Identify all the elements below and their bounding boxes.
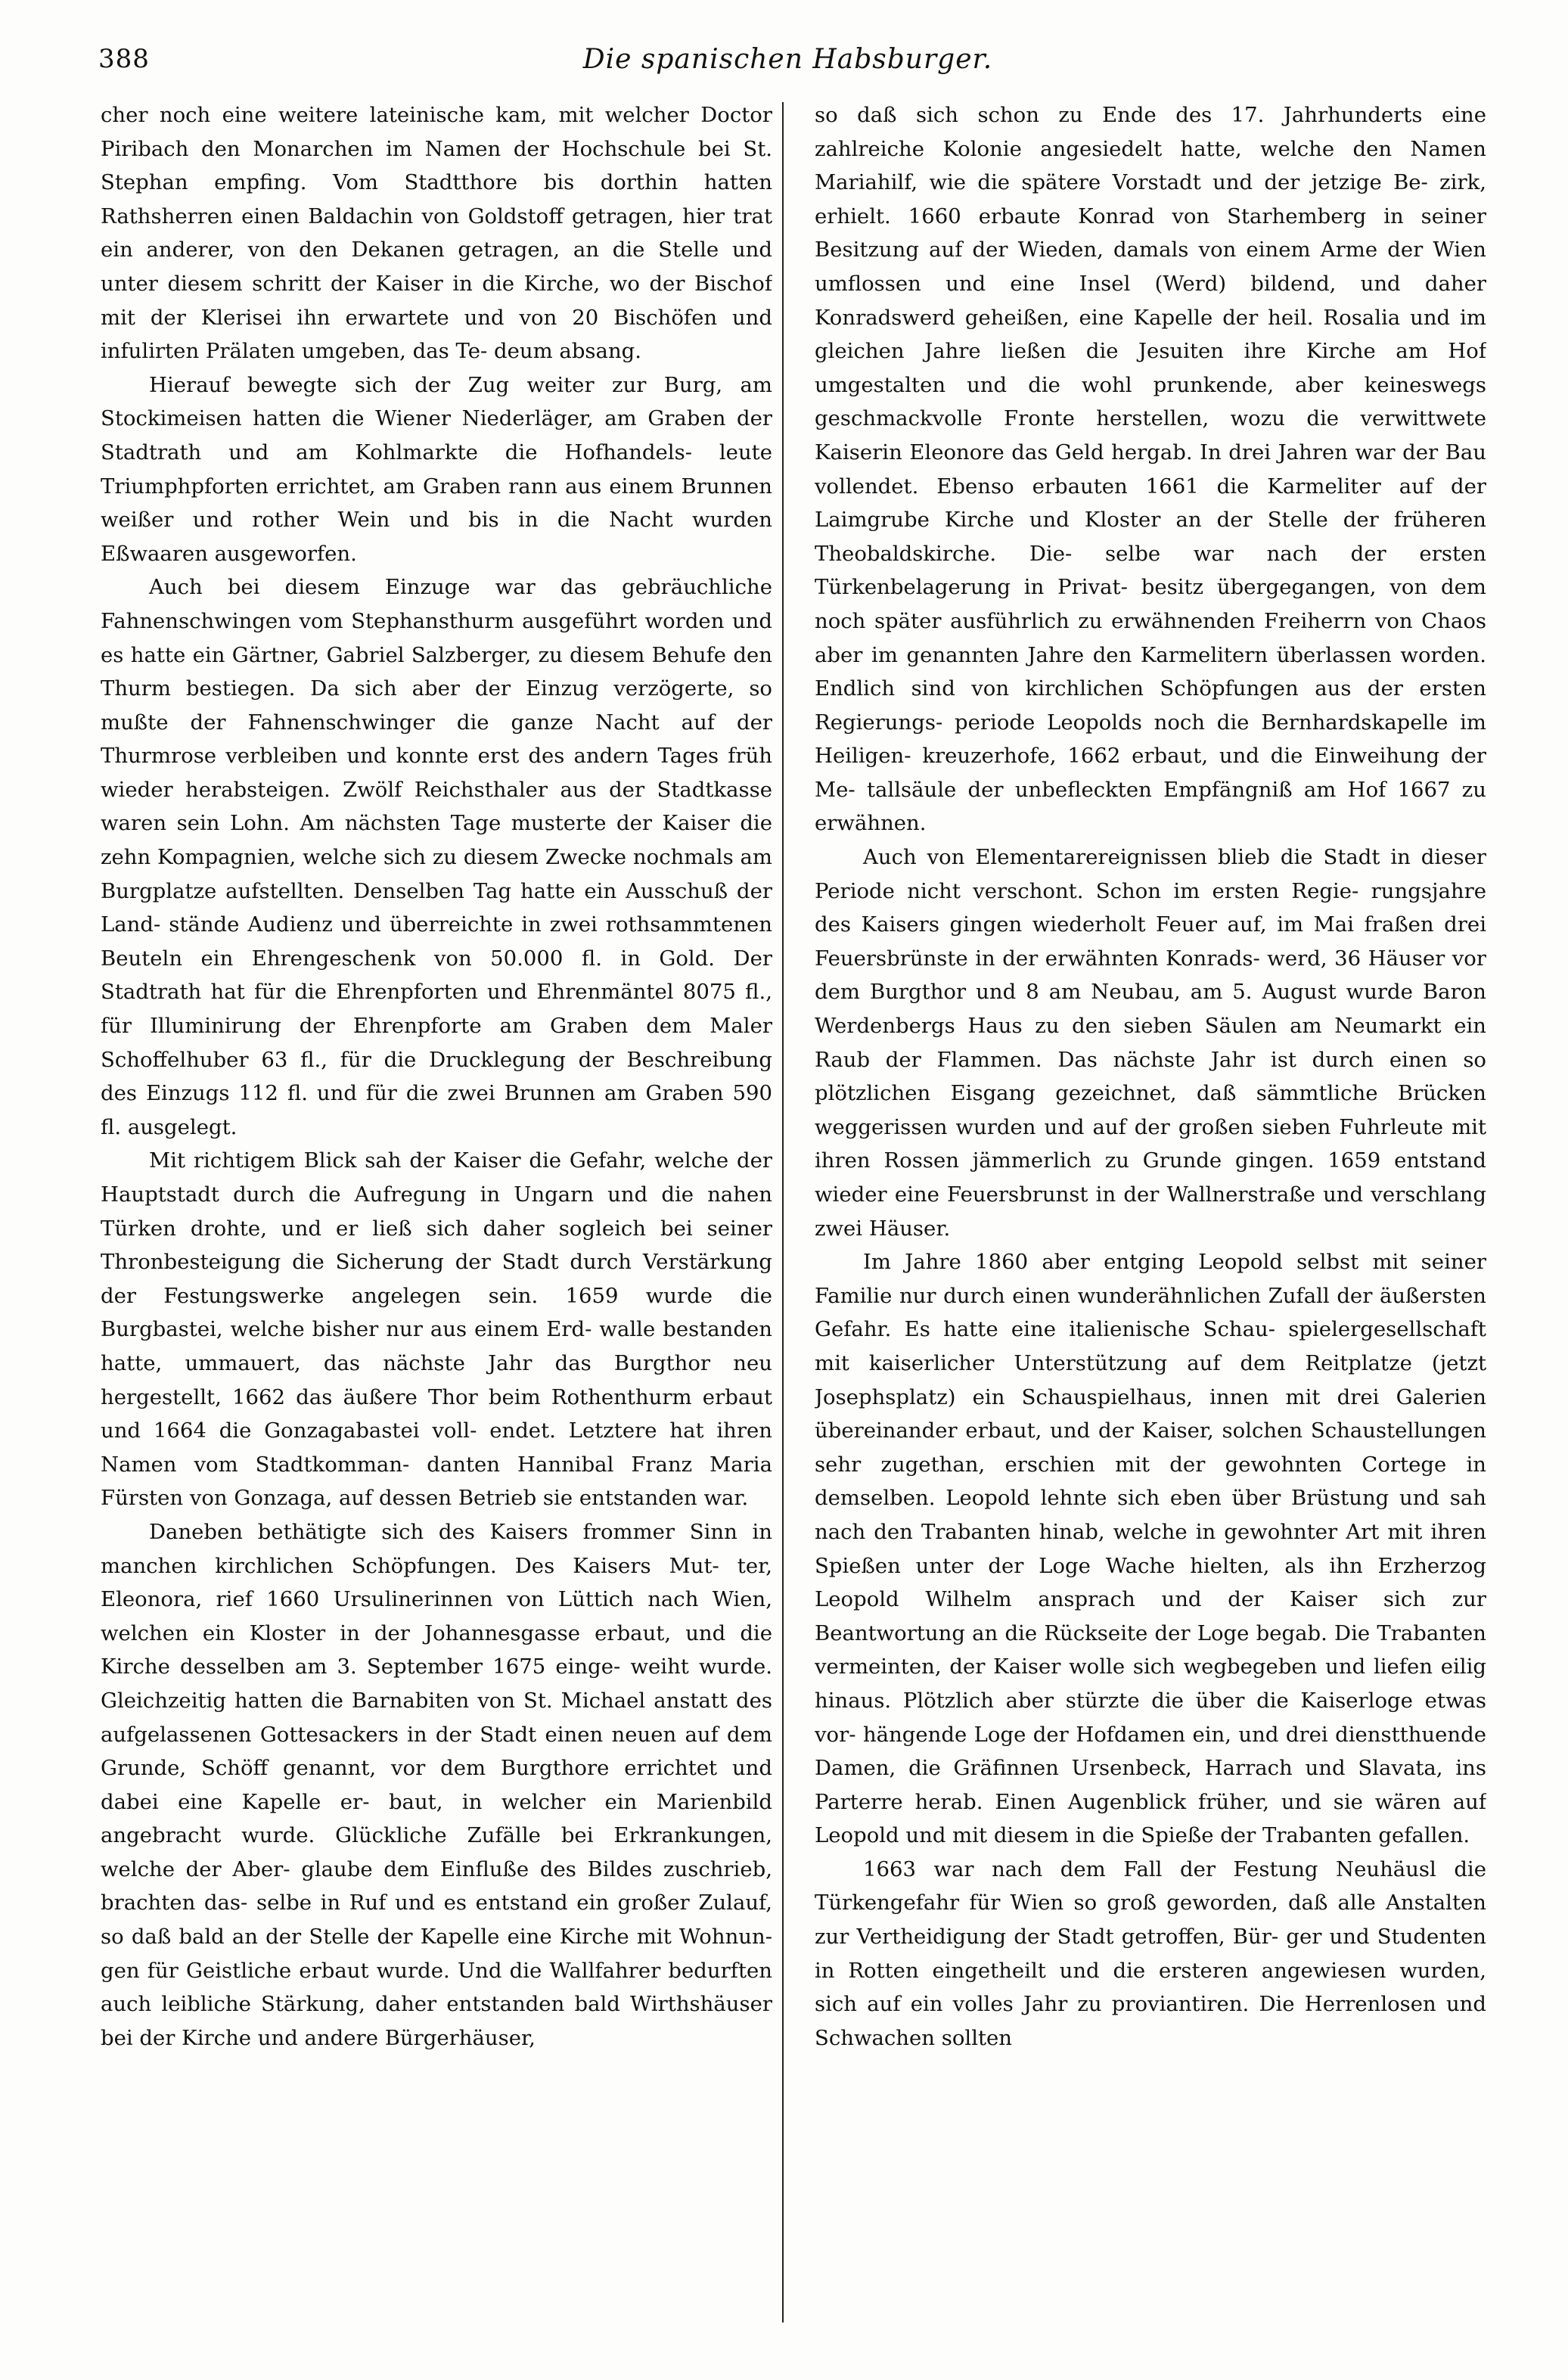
paragraph: so daß sich schon zu Ende des 17. Jahrhunderts eine zahlreiche Kolonie angesiedelt hatte, welche den Namen Mariahilf, wie die spätere Vorstadt und der jetzige Be- zirk, erhielt. 1660 erbaute Konrad von Starhemberg in seiner Besitzung auf der Wieden, damals von einem Arme der Wien umflossen und eine Insel (Werd) bildend, und daher Konradswerd geheißen, eine Kapelle der heil. Rosalia und im gleichen Jahre ließen die Jesuiten ihre Kirche am Hof umgestalten und die wohl prunkende, aber keineswegs geschmackvolle Fronte herstellen, wozu die verwittwete Kaiserin Eleonore das Geld hergab. In drei Jahren war der Bau vollendet. Ebenso erbauten 1661 die Karmeliter auf der Laimgrube Kirche und Kloster an der Stelle der früheren Theobaldskirche. Die- selbe war nach der ersten Türkenbelagerung in Privat- besitz übergegangen, von dem noch später ausführlich zu erwähnenden Freiherrn von Chaos aber im genannten Jahre den Karmelitern überlassen worden. Endlich sind von kirchlichen Schöpfungen aus der ersten Regierungs- periode Leopolds noch die Bernhardskapelle im Heiligen- kreuzerhofe, 1662 erbaut, und die Einweihung der Me- tallsäule der unbefleckten Empfängniß am Hof 1667 zu erwähnen. xyxy=(815,103,1486,836)
paragraph: Mit richtigem Blick sah der Kaiser die Gefahr, welche der Hauptstadt durch die Aufregung in Ungarn und die nahen Türken drohte, und er ließ sich daher sogleich bei seiner Thronbesteigung die Sicherung der Stadt durch Verstärkung der Festungswerke angelegen sein. 1659 wurde die Burgbastei, welche bisher nur aus einem Erd- walle bestanden hatte, ummauert, das nächste Jahr das Burgthor neu hergestellt, 1662 das äußere Thor beim Rothenthurm erbaut und 1664 die Gonzagabastei voll- endet. Letztere hat ihren Namen vom Stadtkomman- danten Hannibal Franz Maria Fürsten von Gonzaga, auf dessen Betrieb sie entstanden war. xyxy=(101,1148,772,1511)
paragraph: cher noch eine weitere lateinische kam, mit welcher Doctor Piribach den Monarchen im Namen der Hochschule bei St. Stephan empfing. Vom Stadtthore bis dorthin hatten Rathsherren einen Baldachin von Goldstoff getragen, hier trat ein anderer, von den Dekanen getragen, an die Stelle und unter diesem schritt der Kaiser in die Kirche, wo der Bischof mit der Klerisei ihn erwartete und von 20 Bischöfen und infulirten Prälaten umgeben, das Te- deum absang. xyxy=(101,103,772,364)
paragraph: Daneben bethätigte sich des Kaisers frommer Sinn in manchen kirchlichen Schöpfungen. Des Kaisers Mut- ter, Eleonora, rief 1660 Ursulinerinnen von Lüttich nach Wien, welchen ein Kloster in der Johannesgasse erbaut, und die Kirche desselben am 3. September 1675 einge- weiht wurde. Gleichzeitig hatten die Barnabiten von St. Michael anstatt des aufgelassenen Gottesackers in der Stadt einen neuen auf dem Grunde, Schöff genannt, vor dem Burgthore errichtet und dabei eine Kapelle er- baut, in welcher ein Marienbild angebracht wurde. Glückliche Zufälle bei Erkrankungen, welche der Aber- glaube dem Einfluße des Bildes zuschrieb, brachten das- selbe in Ruf und es entstand ein großer Zulauf, so daß bald an der Stelle der Kapelle eine Kirche mit Wohnun- gen für Geistliche erbaut wurde. Und die Wallfahrer bedurften auch leibliche Stärkung, daher entstanden bald Wirthshäuser bei der Kirche und andere Bürgerhäuser, xyxy=(101,1519,772,2050)
paragraph: Auch bei diesem Einzuge war das gebräuchliche Fahnenschwingen vom Stephansthurm ausgeführt worden und es hatte ein Gärtner, Gabriel Salzberger, zu diesem Behufe den Thurm bestiegen. Da sich aber der Einzug verzögerte, so mußte der Fahnenschwinger die ganze Nacht auf der Thurmrose verbleiben und konnte erst des andern Tages früh wieder herabsteigen. Zwölf Reichsthaler aus der Stadtkasse waren sein Lohn. Am nächsten Tage musterte der Kaiser die zehn Kompagnien, welche sich zu diesem Zwecke nochmals am Burgplatze aufstellten. Denselben Tag hatte ein Ausschuß der Land- stände Audienz und überreichte in zwei rothsammtenen Beuteln ein Ehrengeschenk von 50.000 fl. in Gold. Der Stadtrath hat für die Ehrenpforten und Ehrenmäntel 8075 fl., für Illuminirung der Ehrenpforte am Graben dem Maler Schoffelhuber 63 fl., für die Drucklegung der Beschreibung des Einzugs 112 fl. und für die zwei Brunnen am Graben 590 fl. ausgelegt. xyxy=(101,575,772,1139)
page-header xyxy=(98,44,1477,89)
paragraph: 1663 war nach dem Fall der Festung Neuhäusl die Türkengefahr für Wien so groß geworden, daß alle Anstalten zur Vertheidigung der Stadt getroffen, Bür- ger und Studenten in Rotten eingetheilt und die ersteren angewiesen wurden, sich auf ein volles Jahr zu proviantiren. Die Herrenlosen und Schwachen sollten xyxy=(815,1856,1486,2050)
paragraph: Auch von Elementarereignissen blieb die Stadt in dieser Periode nicht verschont. Schon im ersten Regie- rungsjahre des Kaisers gingen wiederholt Feuer auf, im Mai fraßen drei Feuersbrünste in der erwähnten Konrads- werd, 36 Häuser vor dem Burgthor und 8 am Neubau, am 5. August wurde Baron Werdenbergs Haus zu den sieben Säulen am Neumarkt ein Raub der Flammen. Das nächste Jahr ist durch einen so plötzlichen Eisgang gezeichnet, daß sämmtliche Brücken weggerissen wurden und auf der großen sieben Fuhrleute mit ihren Rossen jämmerlich zu Grunde gingen. 1659 entstand wieder eine Feuersbrunst in der Wallnerstraße und verschlang zwei Häuser. xyxy=(815,845,1486,1241)
column-divider xyxy=(782,102,784,2323)
page-number: 388 xyxy=(98,44,150,74)
left-column xyxy=(101,98,772,2326)
paragraph: Im Jahre 1860 aber entging Leopold selbst mit seiner Familie nur durch einen wunderähnlichen Zufall der äußersten Gefahr. Es hatte eine italienische Schau- spielergesellschaft mit kaiserlicher Unterstützung auf dem Reitplatze (jetzt Josephsplatz) ein Schauspielhaus, innen mit drei Galerien übereinander erbaut, und der Kaiser, solchen Schaustellungen sehr zugethan, erschien mit der gewohnten Cortege in demselben. Leopold lehnte sich eben über Brüstung und sah nach den Trabanten hinab, welche in gewohnter Art mit ihren Spießen unter der Loge Wache hielten, als ihn Erzherzog Leopold Wilhelm ansprach und der Kaiser sich zur Beantwortung an die Rückseite der Loge begab. Die Trabanten vermeinten, der Kaiser wolle sich wegbegeben und liefen eilig hinaus. Plötzlich aber stürzte die über die Kaiserloge etwas vor- hängende Loge der Hofdamen ein, und drei dienstthuende Damen, die Gräfinnen Ursenbeck, Harrach und Slavata, ins Parterre herab. Einen Augenblick früher, und sie wären auf Leopold und mit diesem in die Spieße der Trabanten gefallen. xyxy=(815,1250,1486,1848)
right-column xyxy=(815,98,1486,2326)
paragraph: Hierauf bewegte sich der Zug weiter zur Burg, am Stockimeisen hatten die Wiener Niederläger, am Graben der Stadtrath und am Kohlmarkte die Hofhandels- leute Triumphpforten errichtet, am Graben rann aus einem Brunnen weißer und rother Wein und bis in die Nacht wurden Eßwaaren ausgeworfen. xyxy=(101,372,772,566)
running-title: Die spanischen Habsburger. xyxy=(582,44,993,75)
